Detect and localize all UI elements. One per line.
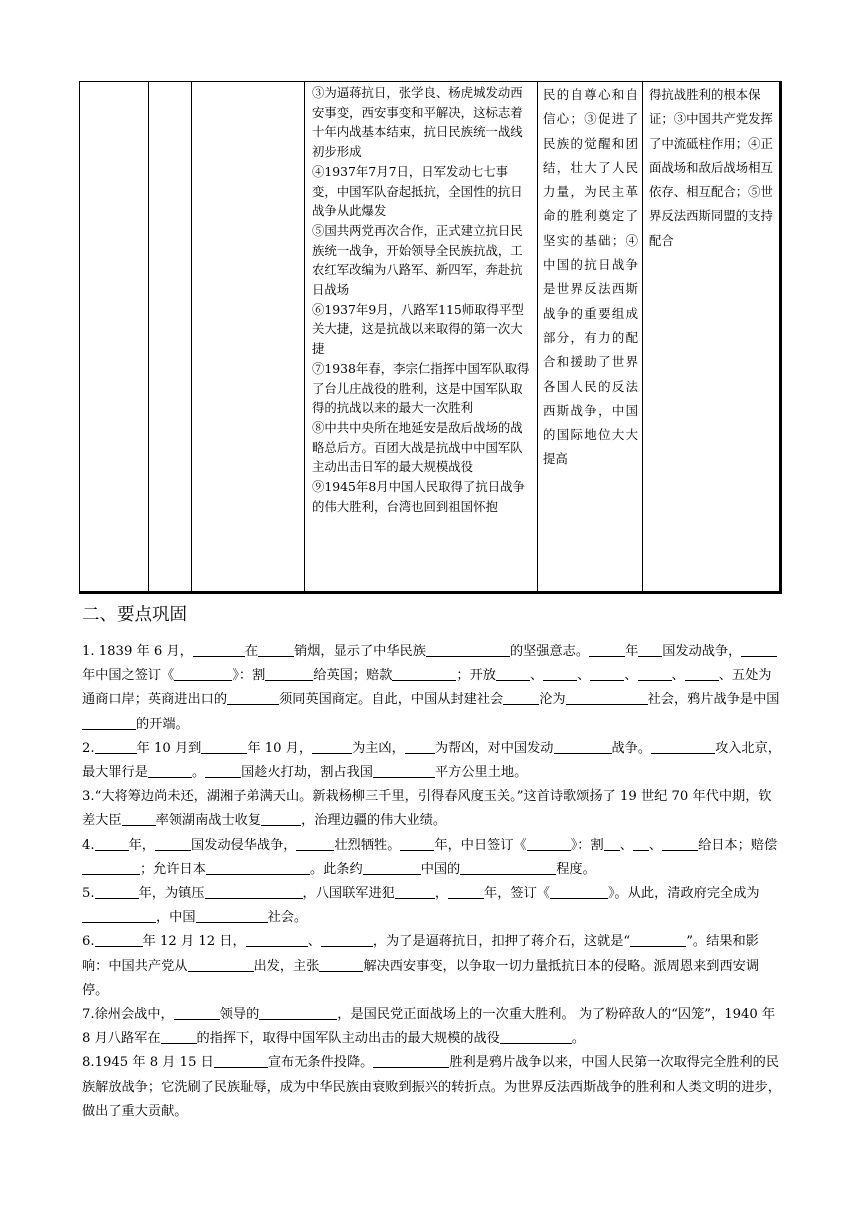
list-item: ⑥1937年9月，八路军115师取得平型关大捷，这是抗战以来取得的第一次大捷 bbox=[312, 301, 524, 357]
table-cell-empty bbox=[80, 82, 149, 594]
answer-blank[interactable] bbox=[206, 860, 310, 875]
list-item: ⑦1938年春，李宗仁指挥中国军队取得了台儿庄战役的胜利，这是中国军队取得的抗战以来的最大一次胜利 bbox=[312, 360, 530, 416]
answer-blank[interactable] bbox=[319, 957, 363, 972]
answer-blank[interactable] bbox=[460, 860, 556, 875]
reasons-text: 得抗战胜利的根本保证；③中国共产党发挥了中流砥柱作用；④正面战场和敌后战场相互依存、相互配合；⑤世界反法西斯同盟的支持配合 bbox=[649, 87, 773, 248]
list-item: ⑨1945年8月中国人民取得了抗日战争的伟大胜利，台湾也回到祖国怀抱 bbox=[312, 479, 525, 514]
answer-blank[interactable] bbox=[214, 1053, 268, 1068]
answer-blank[interactable] bbox=[312, 739, 352, 754]
answer-blank[interactable] bbox=[259, 1005, 337, 1020]
list-item: ⑤国共两党再次合作，正式建立抗日民族统一战争，开始领导全民族抗战，工农红军改编为八路军、新四军，奔赴抗日战场 bbox=[312, 222, 523, 298]
table-cell-empty bbox=[149, 82, 192, 594]
answer-blank[interactable] bbox=[503, 690, 539, 705]
table-border-right bbox=[779, 81, 781, 594]
question-5: 5. 年，为镇压 ，八国联军进犯 ， 年，签订《 》。从此，清政府完全成为，中国 社会。 bbox=[82, 886, 760, 926]
answer-blank[interactable] bbox=[95, 739, 137, 754]
reasons-cell bbox=[643, 82, 782, 594]
answer-blank[interactable] bbox=[95, 884, 139, 899]
list-item: ⑧中共中央所在地延安是敌后战场的战略总后方。百团大战是抗战中中国军队主动出击日军的最大规模战役 bbox=[312, 419, 523, 475]
answer-blank[interactable] bbox=[95, 836, 129, 851]
answer-blank[interactable] bbox=[543, 666, 577, 681]
question-8: 8.1945 年 8 月 15 日 宣布无条件投降。 胜利是鸦片战争以来，中国人民第一次取得完全胜利的民族解放战争；它洗刷了民族耻辱，成为中华民族由衰败到振兴的转折点。为世界反法西斯战争的胜利和人类文明的进步，做出了重大贡献。 bbox=[82, 1055, 781, 1119]
answer-blank[interactable] bbox=[261, 811, 301, 826]
answer-blank[interactable] bbox=[122, 811, 156, 826]
answer-blank[interactable] bbox=[638, 642, 662, 657]
answer-blank[interactable] bbox=[630, 932, 686, 947]
answer-blank[interactable] bbox=[155, 836, 191, 851]
answer-blank[interactable] bbox=[662, 836, 698, 851]
answer-blank[interactable] bbox=[604, 836, 620, 851]
answer-blank[interactable] bbox=[638, 666, 672, 681]
answer-blank[interactable] bbox=[246, 932, 308, 947]
list-item: ③为逼蒋抗日，张学良、杨虎城发动西安事变，西安事变和平解决，这标志着十年内战基本结束，抗日民族统一战线初步形成 bbox=[312, 85, 523, 160]
answer-blank[interactable] bbox=[373, 763, 435, 778]
answer-blank[interactable] bbox=[161, 1029, 197, 1044]
question-3: 3.“大将筹边尚未还，湖湘子弟满天山。新栽杨柳三千里，引得春风度玉关。”这首诗歌颂扬了 19 世纪 70 年代中期，钦差大臣 率领湖南战士收复 ，治理边疆的伟大业绩。 bbox=[82, 789, 772, 829]
answer-blank[interactable] bbox=[227, 690, 279, 705]
question-6: 6. 年 12 月 12 日， 、 ，为了是逼蒋抗日，扣押了蒋介石，这就是“ ”。结果和影响：中国共产党从 出发，主张 解决西安事变，以争取一切力量抵抗日本的侵略。派周恩来到西安调停。 bbox=[82, 934, 760, 998]
answer-blank[interactable] bbox=[196, 908, 268, 923]
answer-blank[interactable] bbox=[174, 1005, 220, 1020]
answer-blank[interactable] bbox=[741, 642, 777, 657]
answer-blank[interactable] bbox=[426, 642, 510, 657]
answer-blank[interactable] bbox=[400, 836, 434, 851]
answer-blank[interactable] bbox=[589, 642, 625, 657]
questions bbox=[82, 640, 782, 1124]
answer-blank[interactable] bbox=[363, 860, 421, 875]
answer-blank[interactable] bbox=[633, 836, 649, 851]
events-cell bbox=[305, 82, 538, 594]
answer-blank[interactable] bbox=[82, 715, 136, 730]
answer-blank[interactable] bbox=[174, 666, 232, 681]
answer-blank[interactable] bbox=[296, 836, 334, 851]
answer-blank[interactable] bbox=[685, 666, 719, 681]
table-cell-empty bbox=[192, 82, 305, 594]
answer-blank[interactable] bbox=[193, 642, 245, 657]
answer-blank[interactable] bbox=[527, 836, 571, 851]
answer-blank[interactable] bbox=[395, 884, 435, 899]
answer-blank[interactable] bbox=[188, 957, 254, 972]
table-border-bottom bbox=[79, 591, 781, 594]
answer-blank[interactable] bbox=[265, 666, 313, 681]
answer-blank[interactable] bbox=[205, 884, 303, 899]
summary-table bbox=[79, 81, 782, 594]
answer-blank[interactable] bbox=[554, 739, 612, 754]
significance-text: 民的自尊心和自信心；③促进了民族的觉醒和团结，壮大了人民力量，为民主革命的胜利奠定了坚实的基础；④中国的抗日战争是世界反法西斯战争的重要组成部分，有力的配合和援助了世界各国人民的反法西斯战争，中国的国际地位大大提高 bbox=[543, 87, 638, 467]
answer-blank[interactable] bbox=[258, 642, 294, 657]
section-title: 二、要点巩固 bbox=[82, 605, 187, 625]
events-list bbox=[305, 82, 537, 516]
list-item: ④1937年7月7日，日军发动七七事变，中国军队奋起抵抗，全国性的抗日战争从此爆发 bbox=[312, 163, 523, 219]
question-4: 4. 年， 国发动侵华战争， 壮烈牺牲。 年，中日签订《 》：割 、 、 给日本；赔偿；允许日本 。此条约 中国的 程度。 bbox=[82, 837, 778, 877]
answer-blank[interactable] bbox=[500, 1029, 572, 1044]
table-row bbox=[80, 82, 782, 594]
answer-blank[interactable] bbox=[205, 763, 241, 778]
answer-blank[interactable] bbox=[405, 739, 435, 754]
answer-blank[interactable] bbox=[95, 932, 143, 947]
answer-blank[interactable] bbox=[82, 908, 156, 923]
answer-blank[interactable] bbox=[651, 739, 715, 754]
answer-blank[interactable] bbox=[392, 666, 456, 681]
answer-blank[interactable] bbox=[373, 1053, 449, 1068]
answer-blank[interactable] bbox=[82, 860, 140, 875]
answer-blank[interactable] bbox=[448, 884, 484, 899]
answer-blank[interactable] bbox=[321, 932, 373, 947]
answer-blank[interactable] bbox=[496, 666, 530, 681]
answer-blank[interactable] bbox=[550, 884, 608, 899]
question-1: 1. 1839 年 6 月， 在 销烟，显示了中华民族 的坚强意志。 年 国发动战争，年中国之签订《 》：割 给英国；赔款 ；开放 、 、 、 、 、五处为通商口岸；英商进出口的 须同英国商定。自此，中国从封建社会 沦为 社会，鸦片战争是中国的开端。 bbox=[82, 644, 780, 732]
question-2: 2. 年 10 月到 年 10 月， 为主凶， 为帮凶，对中国发动 战争。 攻入北京，最大罪行是 。 国趁火打劫，割占我国 平方公里土地。 bbox=[82, 740, 781, 781]
answer-blank[interactable] bbox=[201, 739, 247, 754]
question-7: 7.徐州会战中， 领导的 ，是国民党正面战场上的一次重大胜利。 为了粉碎敌人的“囚笼”，1940 年 8 月八路军在 的指挥下，取得中国军队主动出击的最大规模的战役 。 bbox=[82, 1007, 776, 1047]
answer-blank[interactable] bbox=[566, 690, 648, 705]
significance-cell bbox=[538, 82, 643, 594]
answer-blank[interactable] bbox=[148, 763, 192, 778]
answer-blank[interactable] bbox=[590, 666, 624, 681]
